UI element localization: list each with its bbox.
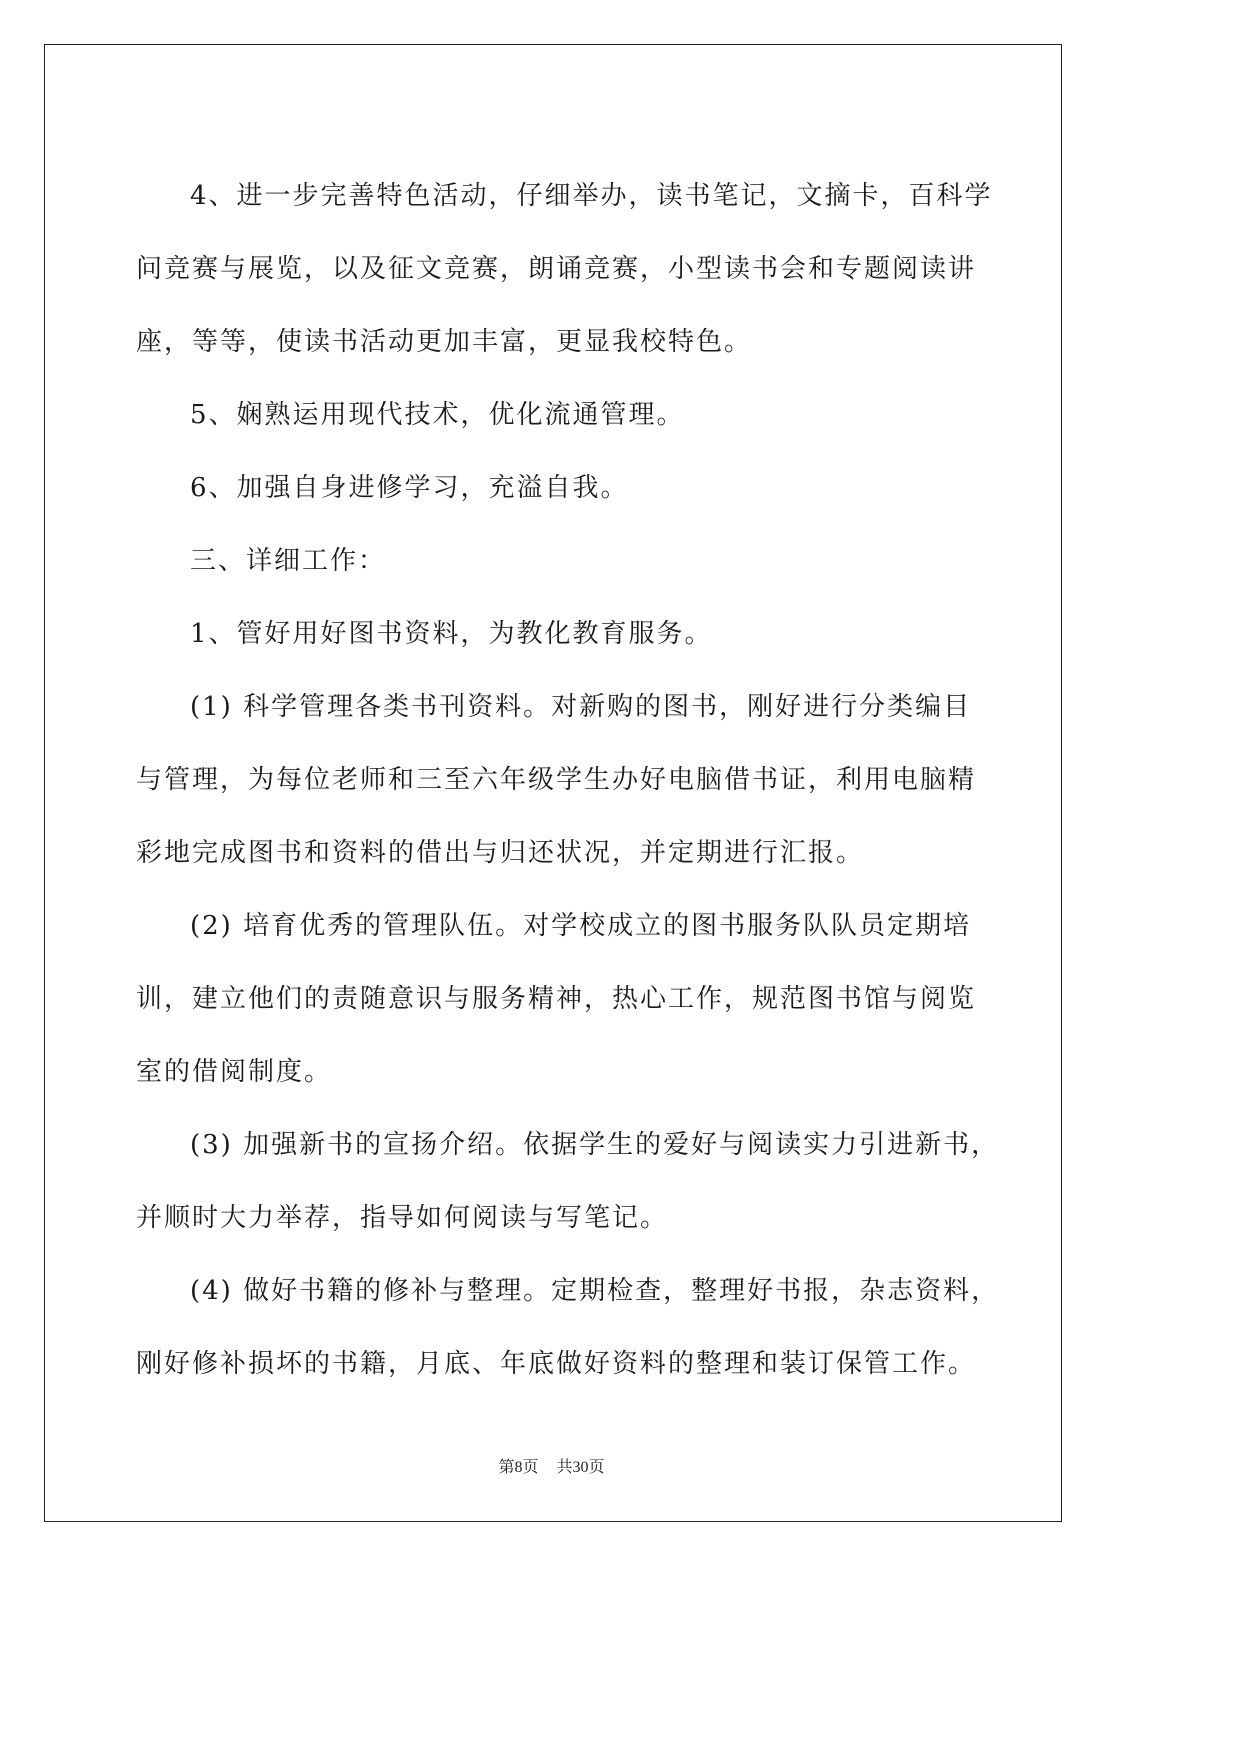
paragraph-line: 5、娴熟运用现代技术，优化流通管理。 (190, 400, 685, 430)
paragraph-line: (4) 做好书籍的修补与整理。定期检查，整理好书报，杂志资料， (190, 1276, 1000, 1306)
paragraph-line: 问竞赛与展览，以及征文竞赛，朗诵竞赛，小型读书会和专题阅读讲 (136, 254, 977, 284)
paragraph-line: 训，建立他们的责随意识与服务精神，热心工作，规范图书馆与阅览 (136, 984, 977, 1014)
paragraph-line: 6、加强自身进修学习，充溢自我。 (190, 473, 629, 503)
paragraph-line: 室的借阅制度。 (136, 1057, 333, 1087)
page-number: 第8页 (498, 1459, 539, 1476)
paragraph-line: 4、进一步完善特色活动，仔细举办，读书笔记，文摘卡，百科学 (190, 181, 993, 211)
paragraph-line: (3) 加强新书的宣扬介绍。依据学生的爱好与阅读实力引进新书， (190, 1130, 1000, 1160)
paragraph-line: (2) 培育优秀的管理队伍。对学校成立的图书服务队队员定期培 (190, 911, 972, 941)
paragraph-line: 座，等等，使读书活动更加丰富，更显我校特色。 (136, 327, 753, 357)
page-total: 共30页 (556, 1459, 605, 1476)
paragraph-line: 1、管好用好图书资料，为教化教育服务。 (190, 619, 713, 649)
document-body (136, 160, 1000, 1401)
section-heading: 三、详细工作： (190, 546, 387, 576)
paragraph-line: 彩地完成图书和资料的借出与归还状况，并定期进行汇报。 (136, 838, 865, 868)
paragraph-line: 与管理，为每位老师和三至六年级学生办好电脑借书证，利用电脑精 (136, 765, 977, 795)
paragraph-line: 并顺时大力举荐，指导如何阅读与写笔记。 (136, 1203, 669, 1233)
paragraph-line: (1) 科学管理各类书刊资料。对新购的图书，刚好进行分类编目 (190, 692, 972, 722)
page-footer (0, 1454, 1103, 1477)
paragraph-line: 刚好修补损坏的书籍，月底、年底做好资料的整理和装订保管工作。 (136, 1349, 977, 1379)
